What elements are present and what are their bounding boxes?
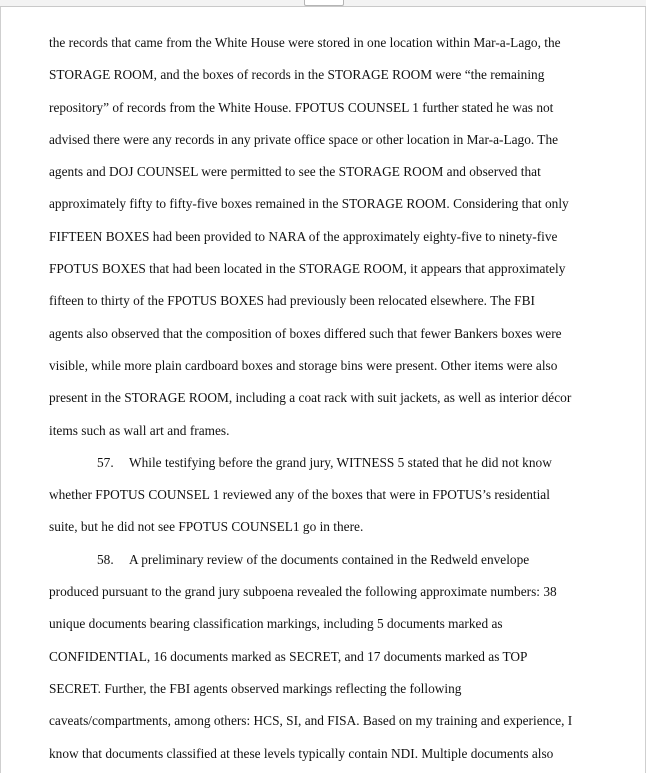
paragraph-number: 58. bbox=[97, 551, 114, 567]
text-line: agents and DOJ COUNSEL were permitted to see the STORAGE ROOM and observed that bbox=[49, 164, 541, 180]
text-line: produced pursuant to the grand jury subpoena revealed the following approximate numbers: 38 bbox=[49, 584, 557, 600]
text-line: unique documents bearing classification markings, including 5 documents marked as bbox=[49, 616, 503, 632]
paragraph-57-first-line bbox=[49, 447, 605, 479]
page-navigation-indicator[interactable] bbox=[304, 0, 344, 6]
text-line: agents also observed that the composition of boxes differed such that fewer Bankers boxes were bbox=[49, 325, 562, 341]
viewer-toolbar bbox=[0, 0, 646, 7]
document-page bbox=[0, 7, 646, 773]
text-line: the records that came from the White House were stored in one location within Mar-a-Lago, the bbox=[49, 35, 561, 50]
text-line: caveats/compartments, among others: HCS, SI, and FISA. Based on my training and experience, I bbox=[49, 713, 573, 729]
text-line: items such as wall art and frames. bbox=[49, 422, 230, 438]
paragraph-number: 57. bbox=[97, 454, 114, 470]
text-line: present in the STORAGE ROOM, including a coat rack with suit jackets, as well as interior décor bbox=[49, 390, 572, 406]
text-line: know that documents classified at these levels typically contain NDI. Multiple documents also bbox=[49, 745, 554, 761]
document-body bbox=[49, 27, 605, 770]
paragraph-58-first-line bbox=[49, 544, 605, 576]
text-line: advised there were any records in any private office space or other location in Mar-a-Lago. The bbox=[49, 131, 559, 147]
text-line: repository” of records from the White House. FPOTUS COUNSEL 1 further stated he was not bbox=[49, 99, 554, 115]
paragraph-text: While testifying before the grand jury, WITNESS 5 stated that he did not know bbox=[129, 454, 552, 470]
text-line: STORAGE ROOM, and the boxes of records in the STORAGE ROOM were “the remaining bbox=[49, 67, 545, 83]
text-line: CONFIDENTIAL, 16 documents marked as SECRET, and 17 documents marked as TOP bbox=[49, 648, 528, 664]
text-line: fifteen to thirty of the FPOTUS BOXES had previously been relocated elsewhere. The FBI bbox=[49, 293, 535, 309]
text-line: visible, while more plain cardboard boxes and storage bins were present. Other items were also bbox=[49, 357, 558, 373]
text-line: FIFTEEN BOXES had been provided to NARA of the approximately eighty-five to ninety-five bbox=[49, 228, 558, 244]
paragraph-text: A preliminary review of the documents contained in the Redweld envelope bbox=[129, 551, 530, 567]
text-line: suite, but he did not see FPOTUS COUNSEL1 go in there. bbox=[49, 519, 364, 535]
text-line: FPOTUS BOXES that had been located in the STORAGE ROOM, it appears that approximately bbox=[49, 261, 566, 277]
text-line: whether FPOTUS COUNSEL 1 reviewed any of the boxes that were in FPOTUS’s residential bbox=[49, 487, 550, 503]
text-line: SECRET. Further, the FBI agents observed markings reflecting the following bbox=[49, 680, 462, 696]
text-line: approximately fifty to fifty-five boxes remained in the STORAGE ROOM. Considering that only bbox=[49, 196, 569, 212]
